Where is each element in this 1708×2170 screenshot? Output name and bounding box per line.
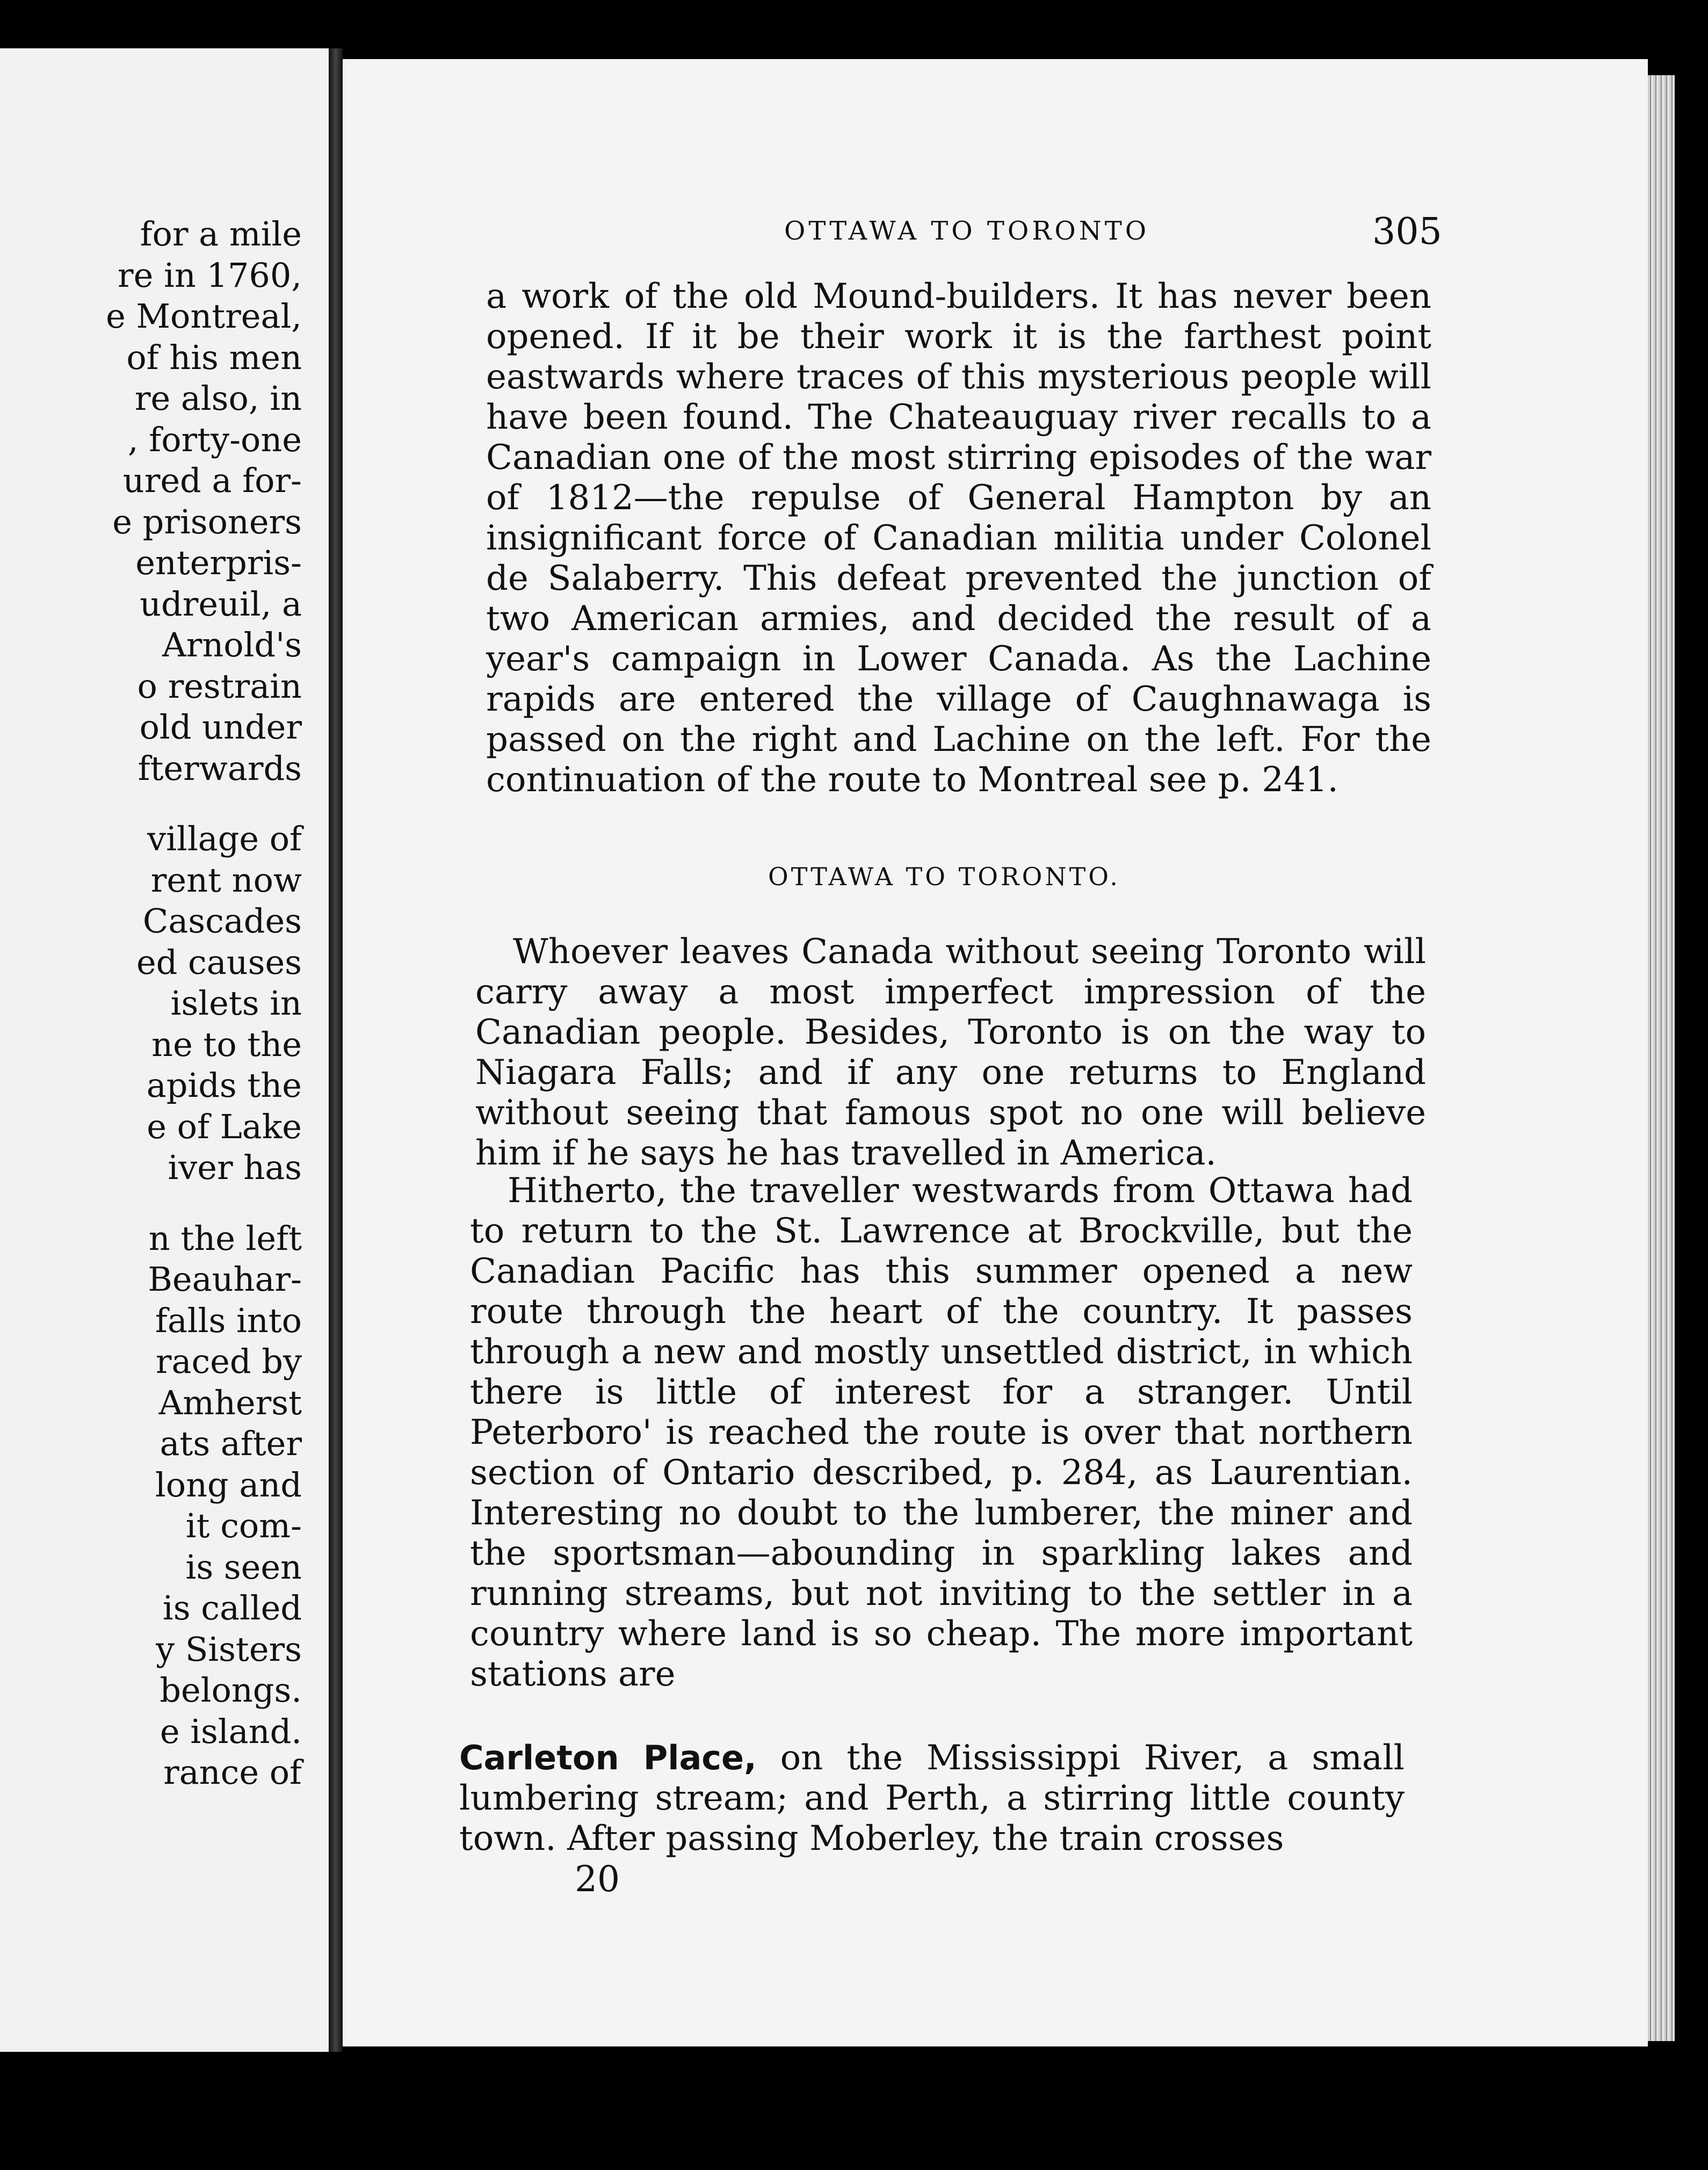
- left-page-line: it com-: [185, 1506, 302, 1545]
- left-page-line: islets in: [170, 983, 302, 1023]
- left-page-line: e island.: [160, 1711, 302, 1751]
- left-page-line: is seen: [185, 1547, 302, 1587]
- left-page-line: apids the: [146, 1066, 302, 1105]
- left-page-line: re in 1760,: [118, 255, 302, 295]
- paragraph-canadian-pacific: Hitherto, the traveller westwards from Ottawa had to return to the St. Lawrence at Brockville, but the Canadian Pacific has this summer opened a new route through the heart of the country. It passes through a new and mostly unsettled district, in which there is little of interest for a stranger. Until Peterboro' is reached the route is over that northern section of Ontario described, p. 284, as Laurentian. Interesting no doubt to the lumberer, the miner and the sportsman—abounding in sparkling lakes and running streams, but not inviting to the settler in a country where land is so cheap. The more important stations are: [470, 1171, 1413, 1694]
- left-page-line: fterwards: [137, 748, 302, 788]
- paragraph-carleton-text: on the Mississippi River, a small lumbering stream; and Perth, a stirring little county town. After passing Moberley, the train crosses: [459, 1738, 1405, 1858]
- left-page-line: raced by: [155, 1342, 302, 1381]
- left-page: [0, 48, 332, 2052]
- left-page-line: udreuil, a: [140, 584, 302, 624]
- left-page-line: rance of: [163, 1753, 302, 1792]
- left-page-line: , forty-one: [127, 419, 302, 459]
- left-page-line: ne to the: [151, 1024, 302, 1064]
- left-page-line: re also, in: [134, 379, 302, 418]
- running-header: OTTAWA TO TORONTO: [784, 216, 1150, 246]
- left-page-line: y Sisters: [156, 1629, 302, 1669]
- left-page-line: old under: [139, 707, 302, 747]
- left-page-line: for a mile: [140, 214, 302, 254]
- page-number: 305: [1372, 211, 1442, 253]
- left-page-line: e prisoners: [112, 502, 302, 541]
- left-page-line: Arnold's: [162, 625, 302, 664]
- left-page-line: rent now: [150, 860, 302, 900]
- left-page-line: Cascades: [142, 901, 302, 941]
- section-heading: OTTAWA TO TORONTO.: [768, 862, 1120, 891]
- left-page-line: ats after: [160, 1424, 302, 1463]
- left-page-line: village of: [147, 819, 302, 858]
- left-page-line: of his men: [126, 337, 302, 377]
- left-page-line: is called: [162, 1588, 302, 1628]
- place-name-bold: Carleton Place,: [459, 1738, 757, 1777]
- left-page-line: ured a for-: [122, 461, 302, 500]
- left-page-line: n the left: [148, 1218, 302, 1258]
- page-edges: [1648, 75, 1675, 2041]
- paragraph-mound-builders: a work of the old Mound-builders. It has never been opened. If it be their work it is the farthest point eastwards where traces of this mysterious people will have been found. The Chateauguay river recalls to a Canadian one of the most stirring episodes of the war of 1812—the repulse of General Hampton by an insignificant force of Canadian militia under Colonel de Salaberry. This defeat prevented the junction of two American armies, and decided the result of a year's campaign in Lower Canada. As the Lachine rapids are entered the village of Caughnawaga is passed on the right and Lachine on the left. For the continuation of the route to Montreal see p. 241.: [486, 277, 1431, 800]
- left-page-line: Beauhar-: [148, 1260, 302, 1299]
- left-page-line: Amherst: [158, 1383, 302, 1422]
- paragraph-carleton-place: [459, 1738, 1405, 1859]
- left-page-line: long and: [155, 1465, 302, 1504]
- left-page-line: o restrain: [137, 666, 302, 706]
- left-page-line: ed causes: [136, 942, 302, 982]
- left-page-line: falls into: [155, 1300, 302, 1340]
- paragraph-toronto: Whoever leaves Canada without seeing Toronto will carry away a most imperfect impression of the Canadian people. Besides, Toronto is on the way to Niagara Falls; and if any one returns to England without seeing that famous spot no one will believe him if he says he has travelled in America.: [475, 932, 1426, 1173]
- signature-mark: 20: [575, 1858, 620, 1900]
- left-page-line: e Montreal,: [106, 296, 302, 336]
- left-page-line: enterpris-: [135, 543, 302, 582]
- book-gutter: [329, 48, 343, 2052]
- left-page-line: belongs.: [160, 1670, 302, 1710]
- left-page-line: e of Lake: [147, 1106, 302, 1146]
- left-page-line: iver has: [168, 1148, 302, 1187]
